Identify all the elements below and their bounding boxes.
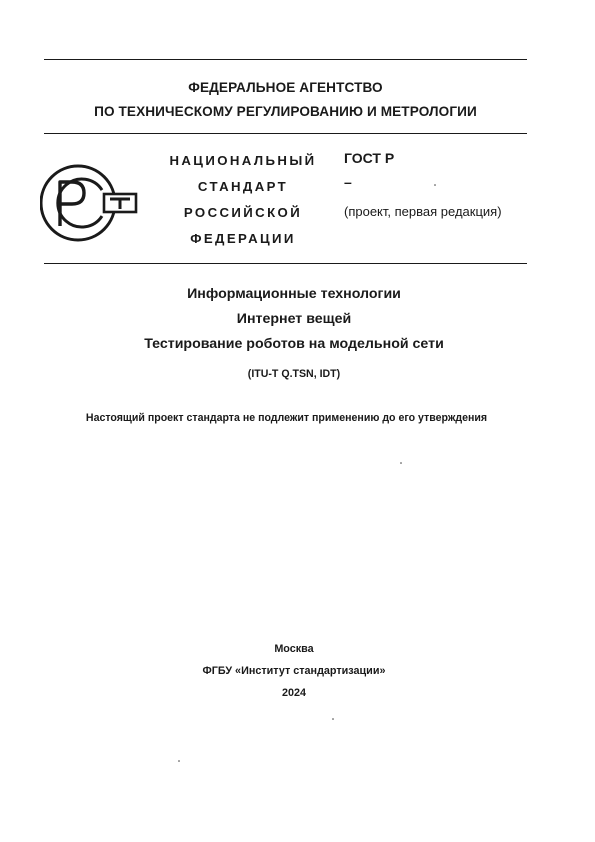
footer-publisher: ФГБУ «Институт стандартизации» [202, 665, 386, 677]
publication-footer [44, 638, 544, 704]
agency-line-2: ПО ТЕХНИЧЕСКОМУ РЕГУЛИРОВАНИЮ И МЕТРОЛОГИИ [94, 104, 477, 119]
header-rule [44, 133, 527, 134]
national-line-3: РОССИЙСКОЙ [183, 205, 303, 220]
standard-rule [44, 263, 527, 264]
title-line-3: Тестирование роботов на модельной сети [144, 336, 444, 352]
standard-designation: ГОСТ Р [344, 150, 395, 166]
national-standard-block [160, 148, 326, 252]
title-line-2: Интернет вещей [236, 311, 352, 327]
scan-speck [434, 184, 436, 186]
draft-notice: Настоящий проект стандарта не подлежит применению до его утверждения [85, 412, 488, 424]
gost-r-logo-icon [40, 160, 138, 246]
agency-line-1: ФЕДЕРАЛЬНОЕ АГЕНТСТВО [188, 80, 383, 95]
document-title [44, 282, 544, 357]
footer-city: Москва [274, 643, 314, 655]
agency-header [44, 76, 527, 124]
title-line-1: Информационные технологии [187, 286, 401, 302]
scan-speck [178, 760, 180, 762]
scan-speck [332, 718, 334, 720]
footer-year: 2024 [281, 687, 307, 699]
national-line-1: НАЦИОНАЛЬНЫЙ [169, 153, 317, 168]
national-line-4: ФЕДЕРАЦИИ [190, 231, 296, 246]
top-rule [44, 59, 527, 60]
standard-number: – [344, 174, 352, 190]
scan-speck [400, 462, 402, 464]
itu-identifier: (ITU-T Q.TSN, IDT) [247, 368, 341, 380]
national-line-2: СТАНДАРТ [197, 179, 289, 194]
draft-status: (проект, первая редакция) [344, 204, 502, 219]
